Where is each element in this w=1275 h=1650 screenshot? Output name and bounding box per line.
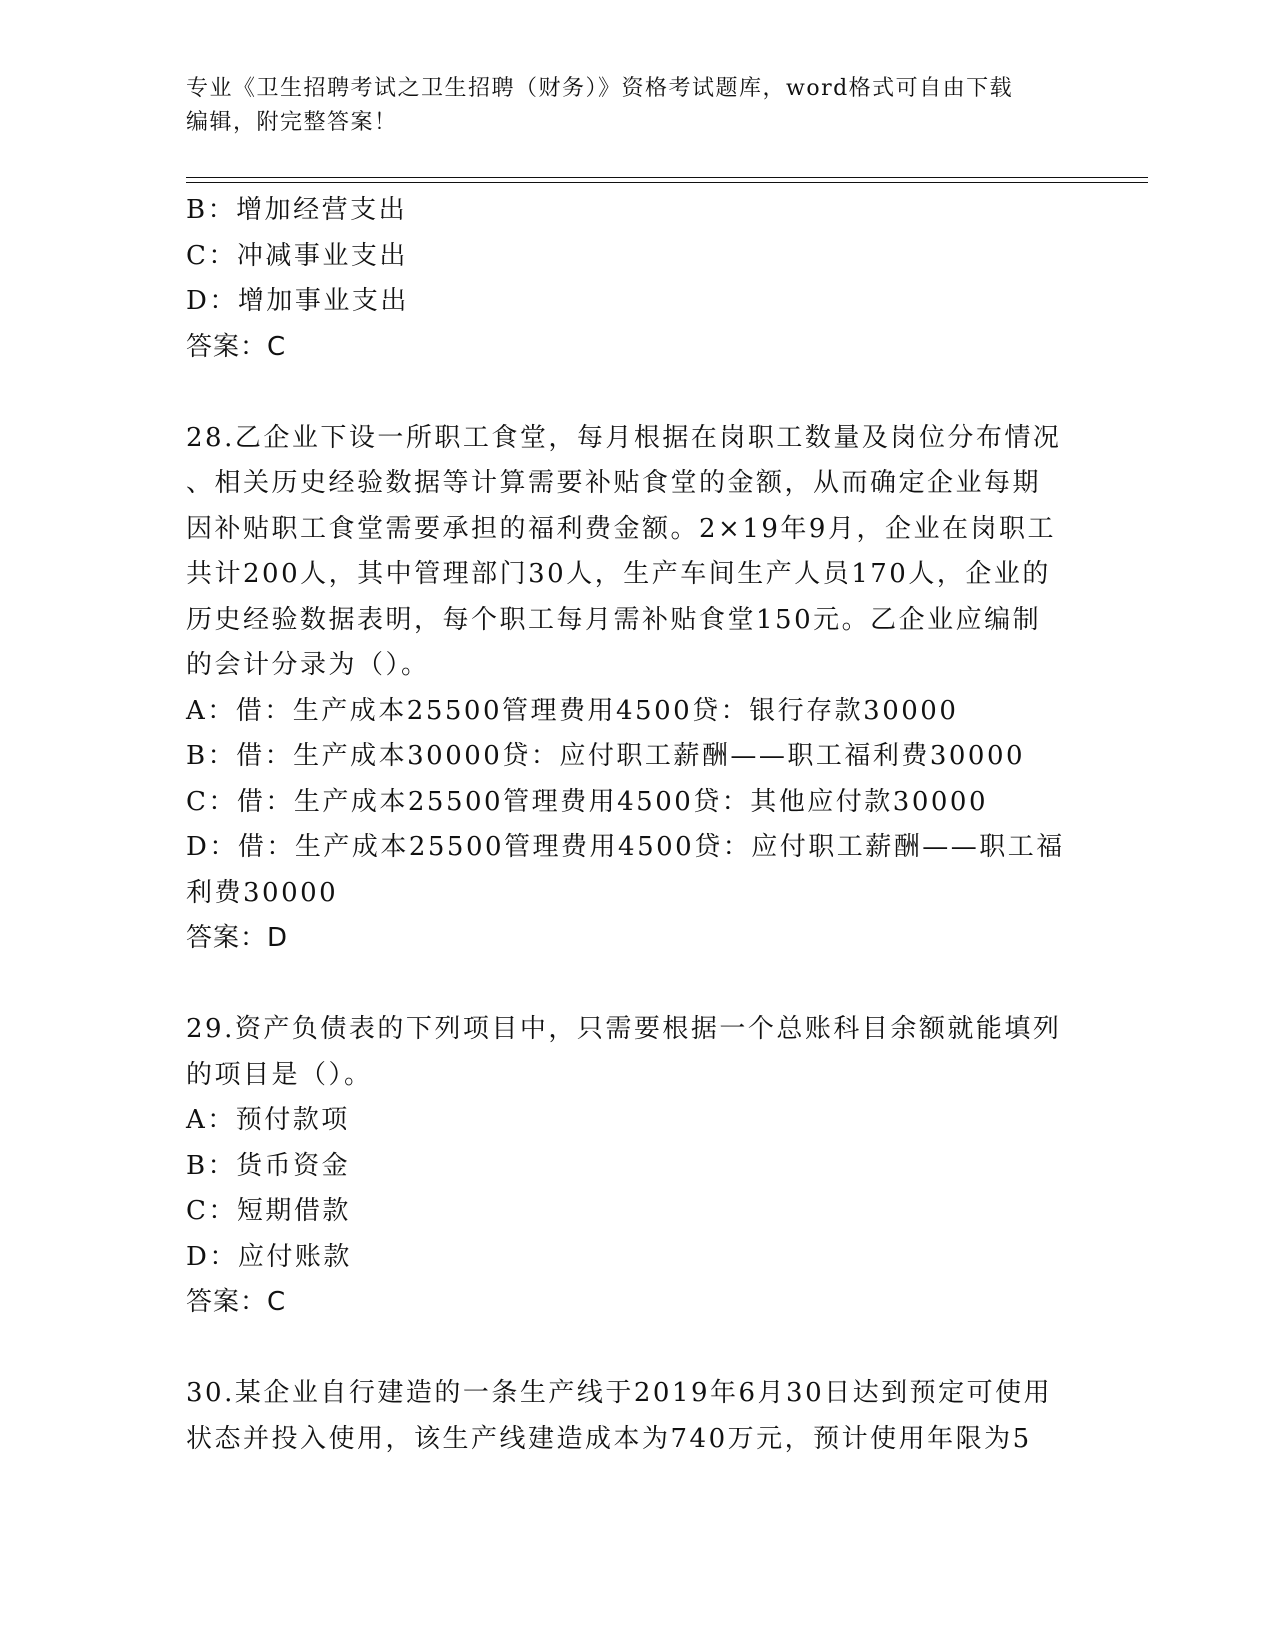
document-body <box>186 188 1076 1462</box>
question-28 <box>186 416 1076 962</box>
q28-stem-line-6: 的会计分录为（）。 <box>186 650 430 680</box>
spacer <box>186 1326 1076 1372</box>
q28-option-c: C：借：生产成本25500管理费用4500贷：其他应付款30000 <box>186 786 988 817</box>
q29-stem-line-1: 29.资产负债表的下列项目中，只需要根据一个总账科目余额就能填列 <box>186 1014 1062 1044</box>
header-divider-bottom <box>186 182 1148 183</box>
document-header <box>186 72 1086 140</box>
q28-stem-line-3: 因补贴职工食堂需要承担的福利费金额。2×19年9月，企业在岗职工 <box>186 513 1056 544</box>
q29-option-c: C：短期借款 <box>186 1196 351 1226</box>
q30-stem-line-1: 30.某企业自行建造的一条生产线于2019年6月30日达到预定可使用 <box>186 1378 1053 1408</box>
q28-stem-line-1: 28.乙企业下设一所职工食堂，每月根据在岗职工数量及岗位分布情况 <box>186 422 1062 453</box>
q29-option-a: A：预付款项 <box>186 1105 350 1135</box>
header-divider-top <box>186 177 1148 178</box>
q28-option-b: B：借：生产成本30000贷：应付职工薪酬——职工福利费30000 <box>186 741 1026 771</box>
q29-option-d: D：应付账款 <box>186 1241 352 1272</box>
header-line-2: 编辑，附完整答案！ <box>186 110 398 135</box>
q27-option-d: D：增加事业支出 <box>186 286 409 316</box>
q29-answer: 答案：C <box>186 1287 287 1317</box>
spacer <box>186 370 1076 416</box>
q27-option-c: C：冲减事业支出 <box>186 240 408 271</box>
spacer <box>186 962 1076 1008</box>
q28-stem-line-4: 共计200人，其中管理部门30人，生产车间生产人员170人，企业的 <box>186 559 1051 589</box>
question-29 <box>186 1007 1076 1326</box>
q27-option-b: B：增加经营支出 <box>186 195 408 225</box>
q27-answer: 答案：C <box>186 331 287 362</box>
q28-option-a: A：借：生产成本25500管理费用4500贷：银行存款30000 <box>186 695 959 726</box>
header-line-1: 专业《卫生招聘考试之卫生招聘（财务）》资格考试题库，word格式可自由下载 <box>186 76 1014 101</box>
question-30 <box>186 1371 1076 1462</box>
q29-stem-line-2: 的项目是（）。 <box>186 1059 373 1090</box>
q28-answer: 答案：D <box>186 923 289 953</box>
q28-stem-line-2: 、相关历史经验数据等计算需要补贴食堂的金额，从而确定企业每期 <box>186 468 1042 498</box>
q28-option-d-line-1: D：借：生产成本25500管理费用4500贷：应付职工薪酬——职工福 <box>186 832 1065 862</box>
q30-stem-line-2: 状态并投入使用，该生产线建造成本为740万元，预计使用年限为5 <box>186 1423 1032 1454</box>
q29-option-b: B：货币资金 <box>186 1150 351 1181</box>
q28-stem-line-5: 历史经验数据表明，每个职工每月需补贴食堂150元。乙企业应编制 <box>186 604 1042 635</box>
question-27 <box>186 188 1076 370</box>
q28-option-d-line-2: 利费30000 <box>186 877 339 908</box>
